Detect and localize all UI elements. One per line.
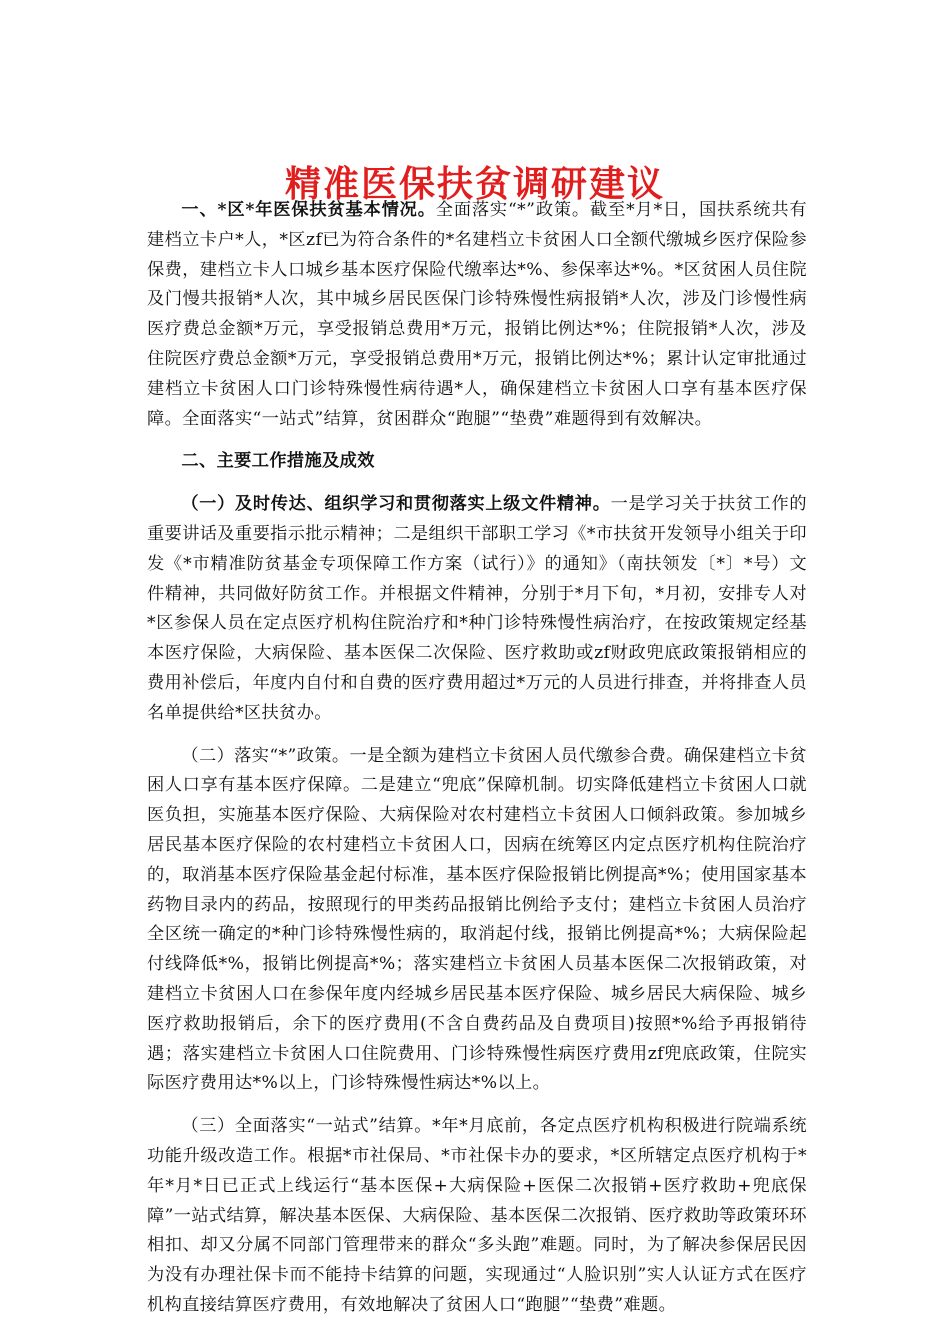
section-1-paragraph — [147, 196, 807, 434]
subsection-3-paragraph: （三）全面落实“一站式”结算。*年*月底前，各定点医疗机构积极进行院端系统功能升级改造工作。根据*市社保局、*市社保卡办的要求，*区所辖定点医疗机构于*年*月*日已正式上线运行“基本医保+大病保险+医保二次报销+医疗救助+兜底保障”一站式结算，解决基本医保、大病保险、基本医保二次报销、医疗救助等政策环环相扣、却又分属不同部门管理带来的群众“多头跑”难题。同时，为了解决参保居民因为没有办理社保卡而不能持卡结算的问题，实现通过“人脸识别”实人认证方式在医疗机构直接结算医疗费用，有效地解决了贫困人口“跑腿”“垫费”难题。 — [147, 1116, 807, 1315]
document-body — [147, 196, 807, 1321]
document-title: 精准医保扶贫调研建议 — [284, 163, 665, 206]
section-2-heading: 二、主要工作措施及成效 — [181, 451, 375, 472]
subsection-1-heading: （一）及时传达、组织学习和贯彻落实上级文件精神。 — [181, 494, 611, 515]
subsection-2-paragraph: （二）落实“*”政策。一是全额为建档立卡贫困人员代缴参合费。确保建档立卡贫困人口享有基本医疗保障。二是建立“兜底”保障机制。切实降低建档立卡贫困人口就医负担，实施基本医疗保险、大病保险对农村建档立卡贫困人口倾斜政策。参加城乡居民基本医疗保险的农村建档立卡贫困人口，因病在统筹区内定点医疗机构住院治疗的，取消基本医疗保险基金起付标准，基本医疗保险报销比例提高*%；使用国家基本药物目录内的药品，按照现行的甲类药品报销比例给予支付；建档立卡贫困人员治疗全区统一确定的*种门诊特殊慢性病的，取消起付线，报销比例提高*%；大病保险起付线降低*%，报销比例提高*%；落实建档立卡贫困人员基本医保二次报销政策，对建档立卡贫困人口在参保年度内经城乡居民基本医疗保险、城乡居民大病保险、城乡医疗救助报销后，余下的医疗费用(不含自费药品及自费项目)按照*%给予再报销待遇；落实建档立卡贫困人口住院费用、门诊特殊慢性病医疗费用zf兜底政策，住院实际医疗费用达*%以上，门诊特殊慢性病达*%以上。 — [147, 745, 807, 1094]
subsection-1-paragraph — [147, 490, 807, 728]
section-1-heading: 一、*区*年医保扶贫基本情况。 — [181, 200, 436, 220]
subsection-1-text: 一是学习关于扶贫工作的重要讲话及重要指示批示精神；二是组织干部职工学习《*市扶贫开发领导小组关于印发《*市精准防贫基金专项保障工作方案（试行）》的通知》（南扶领发〔*〕*号）文件精神，共同做好防贫工作。并根据文件精神，分别于*月下旬，*月初，安排专人对*区参保人员在定点医疗机构住院治疗和*种门诊特殊慢性病治疗，在按政策规定经基本医疗保险，大病保险、基本医保二次保险、医疗救助或zf财政兜底政策报销相应的费用补偿后，年度内自付和自费的医疗费用超过*万元的人员进行排查，并将排查人员名单提供给*区扶贫办。 — [147, 494, 807, 723]
section-1-text: 全面落实“*”政策。截至*月*日，国扶系统共有建档立卡户*人，*区zf已为符合条件的*名建档立卡贫困人口全额代缴城乡医疗保险参保费，建档立卡人口城乡基本医疗保险代缴率达*%、参保率达*%。*区贫困人员住院及门慢共报销*人次，其中城乡居民医保门诊特殊慢性病报销*人次，涉及门诊慢性病医疗费总金额*万元，享受报销总费用*万元，报销比例达*%；住院报销*人次，涉及住院医疗费总金额*万元，享受报销总费用*万元，报销比例达*%；累计认定审批通过建档立卡贫困人口门诊特殊慢性病待遇*人，确保建档立卡贫困人口享有基本医疗保障。全面落实“一站式”结算，贫困群众“跑腿”“垫费”难题得到有效解决。 — [147, 200, 807, 429]
